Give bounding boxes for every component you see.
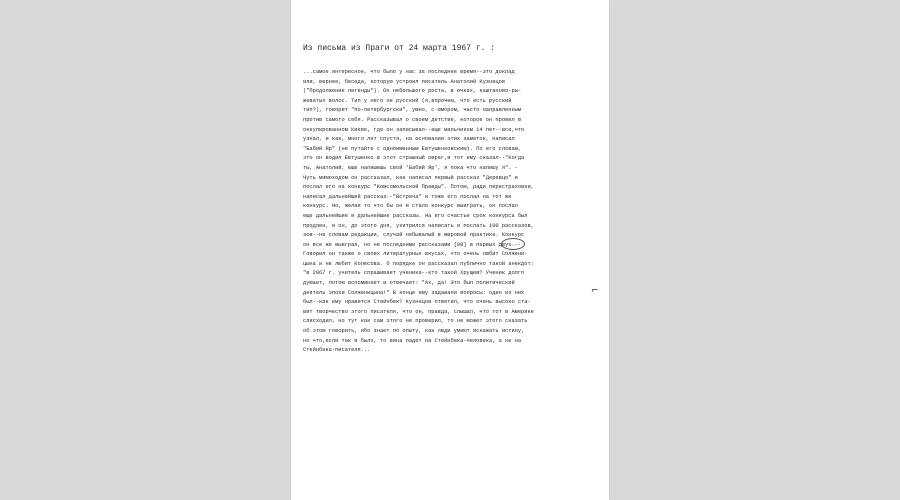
text-line: оккупированном Киеве, где он записывал--еще мальчиком 14 лет--все,что (303, 126, 525, 133)
text-line: об этом говорить, ибо знает по опыту, как люди умеют искажать истину, (303, 328, 525, 335)
handwritten-circle-mark (501, 238, 525, 250)
text-line: цына и не любит Колесова. О порядке он рассказал публично такой анекдот: (303, 260, 534, 267)
text-line: еще дальнейшие и дальнейшие рассказы. На его счастье срок конкурса был (303, 212, 528, 219)
text-line: но что,если так и было, то вина падет на Стейнбека-человека, а не на (303, 337, 522, 344)
text-line: "в 2067 г. учитель спрашивает ученика--кто такой Хрущев? Ученик долго (303, 270, 525, 277)
text-line: или, вернее, беседа, которую устроил писатель Анатолий Кузнецов (303, 78, 506, 85)
handwritten-mark: ⌐ (591, 286, 599, 296)
text-line: слисходил, но тут как сам этого не проверил, то не может этого сказать (303, 318, 528, 325)
text-line: он все же выиграл, но не последними рассказами [98] в первых двух.-- (303, 241, 522, 248)
text-line: Говорил он также о своих литературных вкусах, что очень любит Солжени- (303, 251, 528, 258)
text-line: Чуть мимоходом он рассказал, как написал первый рассказ "Деревцо" и (303, 174, 518, 181)
text-line: ...самое интересное, что было у нас за последнее время--это доклад (303, 69, 515, 75)
text-line: конкурс. Но, желая то что бы он и стало конкурс выиграть, он послал (303, 203, 518, 210)
letter-heading: Из письма из Праги от 24 марта 1967 г. : (303, 44, 496, 53)
text-line: тип?), говорит "по-петербургски", умно, с юмором, часто направленным (303, 107, 522, 114)
text-line: жеватых волос. Тип у него не русский (я,впрочем, что есть русский (303, 97, 512, 104)
text-line: вит творчество этого писателя, что он, правда, слышал, что тот в Америке (303, 308, 534, 315)
text-line: зов--не словам редакции, случай небывалый в мировой практике. Конкурс (303, 232, 525, 239)
text-line: узнал, и как, много лет спустя, на основании этих заметок, написал (303, 136, 515, 143)
text-line: это он водил Евтушенко в этот страшный овраг,и тот ему сказал--"Когда (303, 155, 525, 162)
text-line: думает, потом вспоминает и отвечает: "Ах, да! Это был политический (303, 280, 515, 287)
text-line: ты, Анатолий, еще напишешь свой 'Бабий Яр', я пока что напишу я". - (303, 164, 518, 171)
text-line: деятель эпохи Солженицына!" В конце ему задавали вопросы: один из них (303, 289, 525, 296)
text-line: написал дальнейший рассказ--"Встреча" и тоже его послал на тот же (303, 193, 512, 200)
text-line: ("Продолжение легенды"). Он небольшого роста, в очках, каштаново-ры- (303, 88, 522, 95)
text-line: был--как ему нравится Стейнбек? Кузнецов ответил, что очень высоко ста- (303, 299, 531, 306)
text-line: послал его на конкурс "Комсомольской Правды". Потом, ради перестраховки, (303, 184, 534, 191)
text-line: против самого себя. Рассказывал о своем детстве, которое он провел в (303, 116, 522, 123)
document-page (291, 0, 609, 500)
text-line: Стейнбека-писателя... (303, 347, 371, 354)
text-line: продлен, и он, до этого дня, ухитрился написать и послать 100 рассказов, (303, 222, 534, 229)
letter-body (303, 68, 603, 356)
text-line: "Бабий Яр" (не путайте с одноименным Евтушенковским). По его словам, (303, 145, 522, 152)
